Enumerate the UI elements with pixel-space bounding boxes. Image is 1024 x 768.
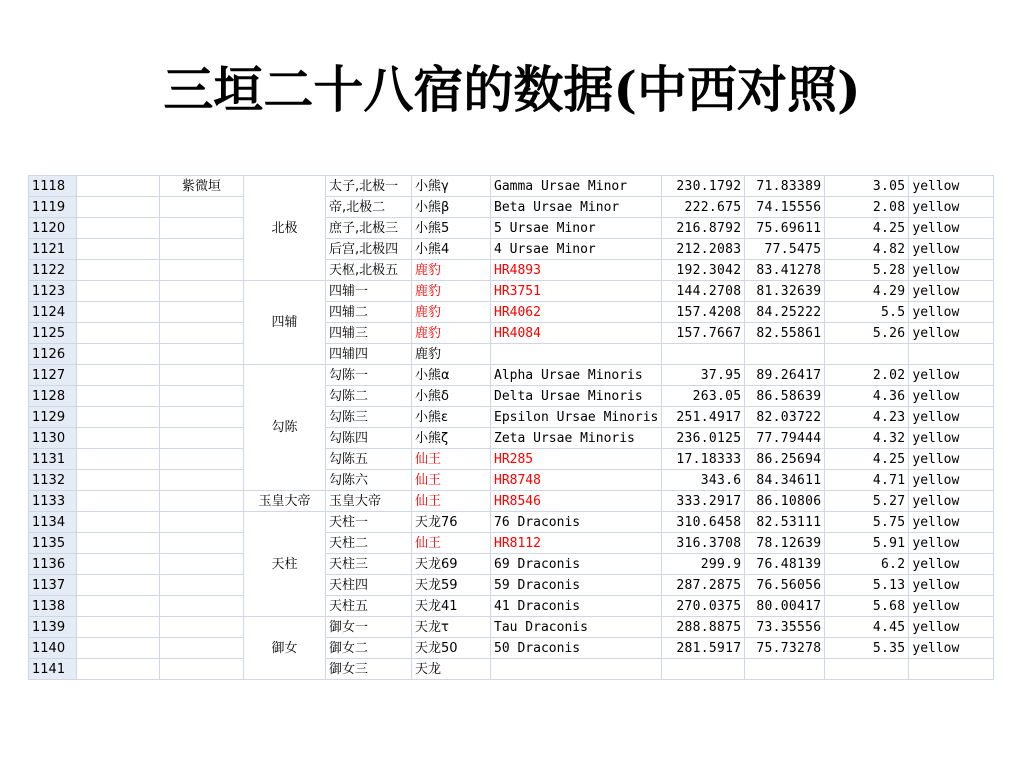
star-color[interactable] xyxy=(909,659,994,680)
enclosure-label[interactable]: 紫微垣 xyxy=(160,176,244,197)
cell-blank[interactable] xyxy=(77,218,160,239)
table-row xyxy=(29,239,994,260)
star-color[interactable]: yellow xyxy=(909,407,994,428)
magnitude[interactable]: 5.28 xyxy=(825,260,909,281)
right-ascension[interactable]: 157.4208 xyxy=(662,302,745,323)
declination[interactable]: 82.53111 xyxy=(745,512,825,533)
table-row xyxy=(29,596,994,617)
constellation[interactable]: 仙王 xyxy=(412,470,491,491)
star-color[interactable]: yellow xyxy=(909,365,994,386)
spreadsheet xyxy=(28,175,998,677)
declination[interactable]: 84.25222 xyxy=(745,302,825,323)
row-number[interactable]: 1136 xyxy=(29,554,77,575)
magnitude[interactable]: 5.5 xyxy=(825,302,909,323)
star-table xyxy=(28,175,994,680)
cell-blank[interactable] xyxy=(160,302,244,323)
row-number[interactable]: 1118 xyxy=(29,176,77,197)
row-number[interactable]: 1132 xyxy=(29,470,77,491)
star-chinese-name[interactable]: 勾陈六 xyxy=(326,470,412,491)
western-name[interactable]: 41 Draconis xyxy=(491,596,662,617)
magnitude[interactable]: 4.32 xyxy=(825,428,909,449)
row-number[interactable]: 1131 xyxy=(29,449,77,470)
star-color[interactable]: yellow xyxy=(909,554,994,575)
western-name[interactable]: HR4084 xyxy=(491,323,662,344)
row-number[interactable]: 1119 xyxy=(29,197,77,218)
right-ascension[interactable]: 157.7667 xyxy=(662,323,745,344)
star-chinese-name[interactable]: 天柱二 xyxy=(326,533,412,554)
table-row xyxy=(29,302,994,323)
declination[interactable] xyxy=(745,344,825,365)
western-name[interactable]: HR3751 xyxy=(491,281,662,302)
cell-blank[interactable] xyxy=(160,239,244,260)
magnitude[interactable] xyxy=(825,659,909,680)
western-name[interactable]: 5 Ursae Minor xyxy=(491,218,662,239)
star-color[interactable]: yellow xyxy=(909,260,994,281)
western-name[interactable]: 50 Draconis xyxy=(491,638,662,659)
western-name[interactable]: 69 Draconis xyxy=(491,554,662,575)
declination[interactable]: 74.15556 xyxy=(745,197,825,218)
row-number[interactable]: 1130 xyxy=(29,428,77,449)
cell-blank[interactable] xyxy=(160,428,244,449)
table-row xyxy=(29,428,994,449)
cell-blank[interactable] xyxy=(160,344,244,365)
cell-blank[interactable] xyxy=(77,512,160,533)
row-number[interactable]: 1134 xyxy=(29,512,77,533)
western-name[interactable]: Gamma Ursae Minor xyxy=(491,176,662,197)
table-row xyxy=(29,344,994,365)
table-row xyxy=(29,197,994,218)
table-row xyxy=(29,407,994,428)
star-chinese-name[interactable]: 勾陈一 xyxy=(326,365,412,386)
asterism-label[interactable]: 北极 xyxy=(244,176,326,281)
row-number[interactable]: 1128 xyxy=(29,386,77,407)
magnitude[interactable]: 5.26 xyxy=(825,323,909,344)
asterism-label[interactable]: 玉皇大帝 xyxy=(244,491,326,512)
star-chinese-name[interactable]: 四辅四 xyxy=(326,344,412,365)
magnitude[interactable]: 5.75 xyxy=(825,512,909,533)
cell-blank[interactable] xyxy=(77,596,160,617)
cell-blank[interactable] xyxy=(77,470,160,491)
star-chinese-name[interactable]: 后宫,北极四 xyxy=(326,239,412,260)
constellation[interactable]: 小熊5 xyxy=(412,218,491,239)
cell-blank[interactable] xyxy=(77,533,160,554)
cell-blank[interactable] xyxy=(77,617,160,638)
cell-blank[interactable] xyxy=(160,260,244,281)
western-name[interactable]: HR8546 xyxy=(491,491,662,512)
magnitude[interactable]: 4.29 xyxy=(825,281,909,302)
magnitude[interactable]: 4.71 xyxy=(825,470,909,491)
declination[interactable]: 75.73278 xyxy=(745,638,825,659)
constellation[interactable]: 小熊ε xyxy=(412,407,491,428)
constellation[interactable]: 小熊α xyxy=(412,365,491,386)
right-ascension[interactable]: 270.0375 xyxy=(662,596,745,617)
magnitude[interactable]: 4.25 xyxy=(825,218,909,239)
magnitude[interactable]: 3.05 xyxy=(825,176,909,197)
star-chinese-name[interactable]: 天枢,北极五 xyxy=(326,260,412,281)
star-chinese-name[interactable]: 勾陈四 xyxy=(326,428,412,449)
right-ascension[interactable]: 288.8875 xyxy=(662,617,745,638)
constellation[interactable]: 天龙69 xyxy=(412,554,491,575)
cell-blank[interactable] xyxy=(160,512,244,533)
magnitude[interactable]: 5.13 xyxy=(825,575,909,596)
cell-blank[interactable] xyxy=(77,365,160,386)
star-color[interactable]: yellow xyxy=(909,533,994,554)
cell-blank[interactable] xyxy=(160,596,244,617)
cell-blank[interactable] xyxy=(160,386,244,407)
star-color[interactable]: yellow xyxy=(909,176,994,197)
cell-blank[interactable] xyxy=(77,407,160,428)
western-name[interactable]: 76 Draconis xyxy=(491,512,662,533)
table-row xyxy=(29,365,994,386)
row-number[interactable]: 1123 xyxy=(29,281,77,302)
western-name[interactable] xyxy=(491,659,662,680)
row-number[interactable]: 1121 xyxy=(29,239,77,260)
star-color[interactable]: yellow xyxy=(909,197,994,218)
right-ascension[interactable]: 281.5917 xyxy=(662,638,745,659)
cell-blank[interactable] xyxy=(77,323,160,344)
constellation[interactable]: 天龙τ xyxy=(412,617,491,638)
cell-blank[interactable] xyxy=(160,638,244,659)
right-ascension[interactable]: 212.2083 xyxy=(662,239,745,260)
constellation[interactable]: 鹿豹 xyxy=(412,260,491,281)
western-name[interactable]: HR4893 xyxy=(491,260,662,281)
magnitude[interactable]: 6.2 xyxy=(825,554,909,575)
table-row xyxy=(29,575,994,596)
cell-blank[interactable] xyxy=(160,281,244,302)
right-ascension[interactable]: 222.675 xyxy=(662,197,745,218)
declination[interactable]: 80.00417 xyxy=(745,596,825,617)
western-name[interactable]: HR285 xyxy=(491,449,662,470)
western-name[interactable]: 4 Ursae Minor xyxy=(491,239,662,260)
magnitude[interactable]: 5.91 xyxy=(825,533,909,554)
cell-blank[interactable] xyxy=(77,554,160,575)
cell-blank[interactable] xyxy=(160,554,244,575)
constellation[interactable]: 鹿豹 xyxy=(412,302,491,323)
magnitude[interactable]: 4.23 xyxy=(825,407,909,428)
constellation[interactable]: 仙王 xyxy=(412,533,491,554)
cell-blank[interactable] xyxy=(160,470,244,491)
table-row xyxy=(29,617,994,638)
declination[interactable]: 77.79444 xyxy=(745,428,825,449)
asterism-label[interactable]: 四辅 xyxy=(244,281,326,365)
star-color[interactable] xyxy=(909,344,994,365)
cell-blank[interactable] xyxy=(160,323,244,344)
cell-blank[interactable] xyxy=(77,659,160,680)
star-chinese-name[interactable]: 四辅三 xyxy=(326,323,412,344)
row-number[interactable]: 1127 xyxy=(29,365,77,386)
star-color[interactable]: yellow xyxy=(909,638,994,659)
table-row xyxy=(29,638,994,659)
star-chinese-name[interactable]: 勾陈二 xyxy=(326,386,412,407)
right-ascension[interactable]: 236.0125 xyxy=(662,428,745,449)
star-chinese-name[interactable]: 天柱三 xyxy=(326,554,412,575)
cell-blank[interactable] xyxy=(160,533,244,554)
constellation[interactable]: 鹿豹 xyxy=(412,323,491,344)
table-row xyxy=(29,176,994,197)
declination[interactable]: 76.56056 xyxy=(745,575,825,596)
right-ascension[interactable]: 144.2708 xyxy=(662,281,745,302)
cell-blank[interactable] xyxy=(160,659,244,680)
constellation[interactable]: 仙王 xyxy=(412,449,491,470)
row-number[interactable]: 1140 xyxy=(29,638,77,659)
star-color[interactable]: yellow xyxy=(909,491,994,512)
cell-blank[interactable] xyxy=(77,449,160,470)
star-chinese-name[interactable]: 天柱五 xyxy=(326,596,412,617)
constellation[interactable]: 天龙41 xyxy=(412,596,491,617)
row-number[interactable]: 1141 xyxy=(29,659,77,680)
right-ascension[interactable]: 17.18333 xyxy=(662,449,745,470)
star-chinese-name[interactable]: 天柱一 xyxy=(326,512,412,533)
cell-blank[interactable] xyxy=(77,260,160,281)
table-row xyxy=(29,470,994,491)
star-color[interactable]: yellow xyxy=(909,512,994,533)
right-ascension[interactable]: 343.6 xyxy=(662,470,745,491)
star-chinese-name[interactable]: 御女三 xyxy=(326,659,412,680)
western-name[interactable]: Delta Ursae Minoris xyxy=(491,386,662,407)
table-row xyxy=(29,533,994,554)
western-name[interactable] xyxy=(491,344,662,365)
star-color[interactable]: yellow xyxy=(909,449,994,470)
right-ascension[interactable]: 299.9 xyxy=(662,554,745,575)
constellation[interactable]: 天龙59 xyxy=(412,575,491,596)
star-color[interactable]: yellow xyxy=(909,470,994,491)
right-ascension[interactable]: 216.8792 xyxy=(662,218,745,239)
western-name[interactable]: Epsilon Ursae Minoris xyxy=(491,407,662,428)
constellation[interactable]: 天龙50 xyxy=(412,638,491,659)
star-color[interactable]: yellow xyxy=(909,239,994,260)
star-color[interactable]: yellow xyxy=(909,386,994,407)
western-name[interactable]: HR8112 xyxy=(491,533,662,554)
table-row xyxy=(29,491,994,512)
star-chinese-name[interactable]: 天柱四 xyxy=(326,575,412,596)
magnitude[interactable]: 5.27 xyxy=(825,491,909,512)
row-number[interactable]: 1137 xyxy=(29,575,77,596)
cell-blank[interactable] xyxy=(77,197,160,218)
cell-blank[interactable] xyxy=(160,449,244,470)
right-ascension[interactable] xyxy=(662,344,745,365)
magnitude[interactable]: 5.35 xyxy=(825,638,909,659)
star-chinese-name[interactable]: 四辅二 xyxy=(326,302,412,323)
asterism-label[interactable]: 御女 xyxy=(244,617,326,680)
star-color[interactable]: yellow xyxy=(909,323,994,344)
constellation[interactable]: 小熊4 xyxy=(412,239,491,260)
cell-blank[interactable] xyxy=(77,281,160,302)
right-ascension[interactable]: 316.3708 xyxy=(662,533,745,554)
constellation[interactable]: 天龙 xyxy=(412,659,491,680)
western-name[interactable]: Zeta Ursae Minoris xyxy=(491,428,662,449)
row-number[interactable]: 1124 xyxy=(29,302,77,323)
asterism-label[interactable]: 勾陈 xyxy=(244,365,326,491)
star-color[interactable]: yellow xyxy=(909,575,994,596)
constellation[interactable]: 小熊ζ xyxy=(412,428,491,449)
constellation[interactable]: 天龙76 xyxy=(412,512,491,533)
asterism-label[interactable]: 天柱 xyxy=(244,512,326,617)
cell-blank[interactable] xyxy=(160,218,244,239)
table-row xyxy=(29,554,994,575)
table-row xyxy=(29,281,994,302)
western-name[interactable]: HR8748 xyxy=(491,470,662,491)
magnitude[interactable]: 2.08 xyxy=(825,197,909,218)
right-ascension[interactable]: 263.05 xyxy=(662,386,745,407)
star-chinese-name[interactable]: 太子,北极一 xyxy=(326,176,412,197)
declination[interactable]: 82.55861 xyxy=(745,323,825,344)
declination[interactable]: 86.58639 xyxy=(745,386,825,407)
cell-blank[interactable] xyxy=(77,239,160,260)
constellation[interactable]: 仙王 xyxy=(412,491,491,512)
constellation[interactable]: 小熊δ xyxy=(412,386,491,407)
star-chinese-name[interactable]: 玉皇大帝 xyxy=(326,491,412,512)
table-row xyxy=(29,449,994,470)
star-color[interactable]: yellow xyxy=(909,596,994,617)
magnitude[interactable]: 4.36 xyxy=(825,386,909,407)
row-number[interactable]: 1129 xyxy=(29,407,77,428)
right-ascension[interactable] xyxy=(662,659,745,680)
table-row xyxy=(29,659,994,680)
declination[interactable] xyxy=(745,659,825,680)
magnitude[interactable]: 5.68 xyxy=(825,596,909,617)
magnitude[interactable] xyxy=(825,344,909,365)
declination[interactable]: 75.69611 xyxy=(745,218,825,239)
row-number[interactable]: 1120 xyxy=(29,218,77,239)
declination[interactable]: 82.03722 xyxy=(745,407,825,428)
star-color[interactable]: yellow xyxy=(909,281,994,302)
western-name[interactable]: HR4062 xyxy=(491,302,662,323)
western-name[interactable]: Tau Draconis xyxy=(491,617,662,638)
cell-blank[interactable] xyxy=(160,491,244,512)
star-chinese-name[interactable]: 庶子,北极三 xyxy=(326,218,412,239)
cell-blank[interactable] xyxy=(77,428,160,449)
declination[interactable]: 84.34611 xyxy=(745,470,825,491)
declination[interactable]: 86.25694 xyxy=(745,449,825,470)
right-ascension[interactable]: 287.2875 xyxy=(662,575,745,596)
row-number[interactable]: 1125 xyxy=(29,323,77,344)
western-name[interactable]: 59 Draconis xyxy=(491,575,662,596)
declination[interactable]: 71.83389 xyxy=(745,176,825,197)
star-chinese-name[interactable]: 勾陈三 xyxy=(326,407,412,428)
row-number[interactable]: 1138 xyxy=(29,596,77,617)
row-number[interactable]: 1122 xyxy=(29,260,77,281)
western-name[interactable]: Beta Ursae Minor xyxy=(491,197,662,218)
declination[interactable]: 77.5475 xyxy=(745,239,825,260)
star-chinese-name[interactable]: 勾陈五 xyxy=(326,449,412,470)
magnitude[interactable]: 4.45 xyxy=(825,617,909,638)
cell-blank[interactable] xyxy=(160,365,244,386)
right-ascension[interactable]: 230.1792 xyxy=(662,176,745,197)
star-color[interactable]: yellow xyxy=(909,617,994,638)
declination[interactable]: 81.32639 xyxy=(745,281,825,302)
star-color[interactable]: yellow xyxy=(909,428,994,449)
declination[interactable]: 76.48139 xyxy=(745,554,825,575)
row-number[interactable]: 1139 xyxy=(29,617,77,638)
magnitude[interactable]: 4.82 xyxy=(825,239,909,260)
table-row xyxy=(29,218,994,239)
cell-blank[interactable] xyxy=(77,638,160,659)
right-ascension[interactable]: 37.95 xyxy=(662,365,745,386)
magnitude[interactable]: 2.02 xyxy=(825,365,909,386)
star-chinese-name[interactable]: 帝,北极二 xyxy=(326,197,412,218)
row-number[interactable]: 1135 xyxy=(29,533,77,554)
page-title: 三垣二十八宿的数据(中西对照) xyxy=(163,60,861,119)
cell-blank[interactable] xyxy=(77,491,160,512)
table-row xyxy=(29,386,994,407)
cell-blank[interactable] xyxy=(77,344,160,365)
right-ascension[interactable]: 310.6458 xyxy=(662,512,745,533)
cell-blank[interactable] xyxy=(160,575,244,596)
cell-blank[interactable] xyxy=(77,386,160,407)
table-row xyxy=(29,512,994,533)
declination[interactable]: 78.12639 xyxy=(745,533,825,554)
star-color[interactable]: yellow xyxy=(909,302,994,323)
constellation[interactable]: 鹿豹 xyxy=(412,344,491,365)
cell-blank[interactable] xyxy=(77,575,160,596)
western-name[interactable]: Alpha Ursae Minoris xyxy=(491,365,662,386)
declination[interactable]: 86.10806 xyxy=(745,491,825,512)
star-color[interactable]: yellow xyxy=(909,218,994,239)
star-chinese-name[interactable]: 御女二 xyxy=(326,638,412,659)
star-chinese-name[interactable]: 御女一 xyxy=(326,617,412,638)
cell-blank[interactable] xyxy=(77,302,160,323)
star-chinese-name[interactable]: 四辅一 xyxy=(326,281,412,302)
constellation[interactable]: 鹿豹 xyxy=(412,281,491,302)
constellation[interactable]: 小熊β xyxy=(412,197,491,218)
table-row xyxy=(29,323,994,344)
table-row xyxy=(29,260,994,281)
cell-blank[interactable] xyxy=(160,407,244,428)
row-number[interactable]: 1133 xyxy=(29,491,77,512)
cell-blank[interactable] xyxy=(160,617,244,638)
declination[interactable]: 83.41278 xyxy=(745,260,825,281)
constellation[interactable]: 小熊γ xyxy=(412,176,491,197)
row-number[interactable]: 1126 xyxy=(29,344,77,365)
right-ascension[interactable]: 251.4917 xyxy=(662,407,745,428)
declination[interactable]: 89.26417 xyxy=(745,365,825,386)
declination[interactable]: 73.35556 xyxy=(745,617,825,638)
cell-blank[interactable] xyxy=(77,176,160,197)
cell-blank[interactable] xyxy=(160,197,244,218)
magnitude[interactable]: 4.25 xyxy=(825,449,909,470)
right-ascension[interactable]: 333.2917 xyxy=(662,491,745,512)
right-ascension[interactable]: 192.3042 xyxy=(662,260,745,281)
